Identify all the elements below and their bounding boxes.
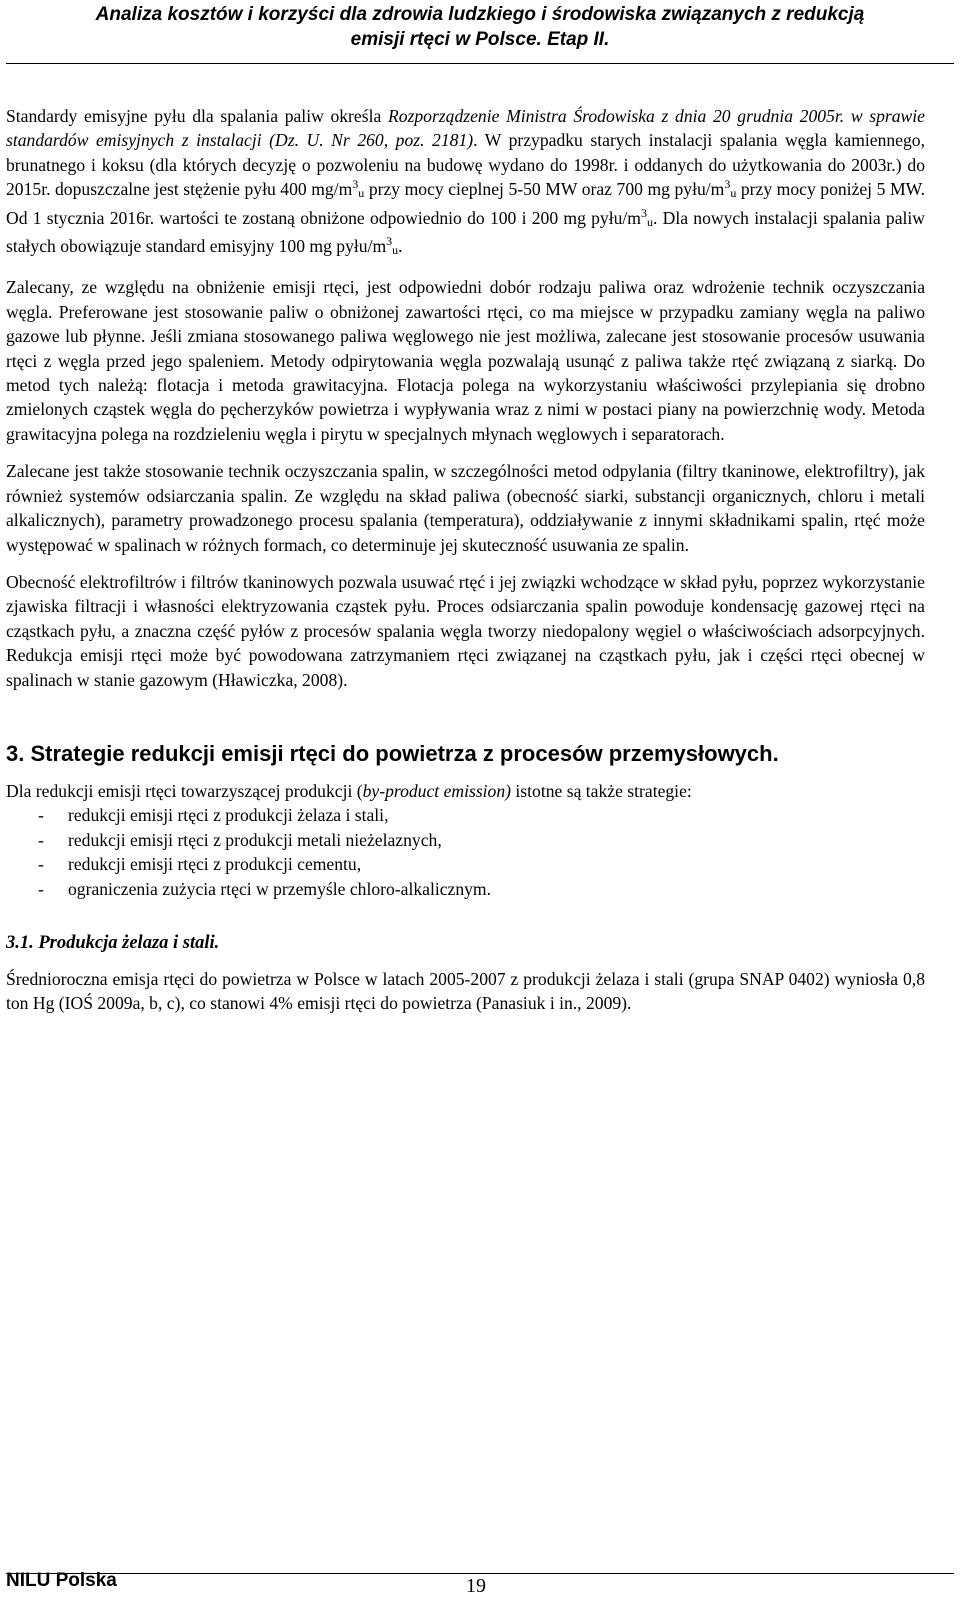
paragraph-fuel-selection: Zalecany, ze względu na obniżenie emisji rtęci, jest odpowiedni dobór rodzaju paliwa oraz wdrożenie technik oczyszczania węgla. Preferowane jest stosowanie paliw o obniżonej zawartości rtęci, co ma miejsce w przypadku zamiany węgla na paliwo gazowe lub płynne. Jeśli zmiana stosowanego paliwa węglowego nie jest możliwa, zalecane jest stosowanie procesów usuwania rtęci z węgla przed jego spaleniem. Metody odpirytowania węgla pozwalają usunąć z paliwa także rtęć związaną z siarką. Do metod tych należą: flotacja i metoda grawitacyjna. Flotacja polega na wykorzystaniu właściwości przylepiania się drobno zmielonych cząstek węgla do pęcherzyków powietrza i wypływania wraz z nimi w postaci piany na powierzchnię wody. Metoda grawitacyjna polega na rozdzieleniu węgla i pirytu w specjalnych młynach węglowych i separatorach.: [6, 277, 925, 444]
page-number: 19: [466, 1575, 486, 1597]
running-header: [0, 2, 960, 52]
section-3-intro: Dla redukcji emisji rtęci towarzyszącej produkcji (by-product emission) istotne są także strategie:: [6, 780, 692, 801]
paragraph-electrofilters: Obecność elektrofiltrów i filtrów tkaninowych pozwala usuwać rtęć i jej związki wchodzące w skład pyłu, poprzez wykorzystanie zjawiska filtracji i własności elektryzowania cząstek pyłu. Proces odsiarczania spalin powoduje kondensację gazowej rtęci na cząstkach pyłu, a znaczna część pyłów z procesów spalania węgla tworzy niedopalony węgiel o właściwościach adsorpcyjnych. Redukcja emisji rtęci może być powodowana zatrzymaniem rtęci związanej na cząstkach pyłu, jak i części rtęci obecnej w spalinach w stanie gazowym (Hławiczka, 2008).: [6, 571, 925, 690]
section-3-heading: 3. Strategie redukcji emisji rtęci do powietrza z procesów przemysłowych.: [6, 740, 779, 766]
list-item: - redukcji emisji rtęci z produkcji cementu,: [38, 854, 362, 875]
header-divider: [6, 63, 954, 64]
header-line-2: emisji rtęci w Polsce. Etap II.: [350, 29, 610, 50]
section-3-1-heading: 3.1. Produkcja żelaza i stali.: [6, 932, 220, 953]
paragraph-flue-gas-cleaning: Zalecane jest także stosowanie technik oczyszczania spalin, w szczególności metod odpylania (filtry tkaninowe, elektrofiltry), jak również systemów odsiarczania spalin. Ze względu na skład paliwa (obecność siarki, substancji organicznych, chloru i metali alkalicznych), parametry prowadzonego procesu spalania (temperatura), oddziaływanie z innymi składnikami spalin, rtęć może występować w spalinach w różnych formach, co determinuje jej skuteczność usuwania ze spalin.: [6, 461, 925, 555]
list-item: - redukcji emisji rtęci z produkcji żelaza i stali,: [38, 805, 389, 826]
footer-divider: [6, 1573, 954, 1574]
page-body: [6, 104, 925, 1029]
strategy-list: [6, 803, 925, 901]
list-item: - redukcji emisji rtęci z produkcji metali nieżelaznych,: [38, 829, 442, 850]
list-item: - ograniczenia zużycia rtęci w przemyśle chloro-alkalicznym.: [38, 878, 492, 899]
paragraph-iron-steel-emission: Średnioroczna emisja rtęci do powietrza w Polsce w latach 2005-2007 z produkcji żelaza i stali (grupa SNAP 0402) wyniosła 0,8 ton Hg (IOŚ 2009a, b, c), co stanowi 4% emisji rtęci do powietrza (Panasiuk i in., 2009).: [6, 968, 925, 1014]
header-line-1: Analiza kosztów i korzyści dla zdrowia ludzkiego i środowiska związanych z redukcją: [95, 4, 865, 25]
regulation-citation: Rozporządzenie Ministra Środowiska z dnia 20 grudnia 2005r. w sprawie standardów emisyjnych z instalacji (Dz. U. Nr 260, poz. 2181): [6, 106, 925, 151]
paragraph-emission-standards: Standardy emisyjne pyłu dla spalania paliw określa Rozporządzenie Ministra Środowiska z dnia 20 grudnia 2005r. w sprawie standardów emisyjnych z instalacji (Dz. U. Nr 260, poz. 2181). W przypadku starych instalacji spalania węgla kamiennego, brunatnego i koksu (dla których decyzję o pozwoleniu na budowę wydano do 1998r. i oddanych do użytkowania do 2003r.) do 2015r. dopuszczalne jest stężenie pyłu 400 $mg/m^3u$ przy mocy cieplnej 5-50 MW oraz 700 mg pyłu/$m^3u$ przy mocy poniżej 5 MW. Od 1 stycznia 2016r. wartości te zostaną obniżone odpowiednio do 100 i 200 mg pyłu/$m^3u$. Dla nowych instalacji spalania paliw stałych obowiązuje standard emisyjny 100 mg pyłu/$m^3u$.: [6, 106, 925, 258]
footer-organization: NILU Polska: [6, 1570, 117, 1591]
